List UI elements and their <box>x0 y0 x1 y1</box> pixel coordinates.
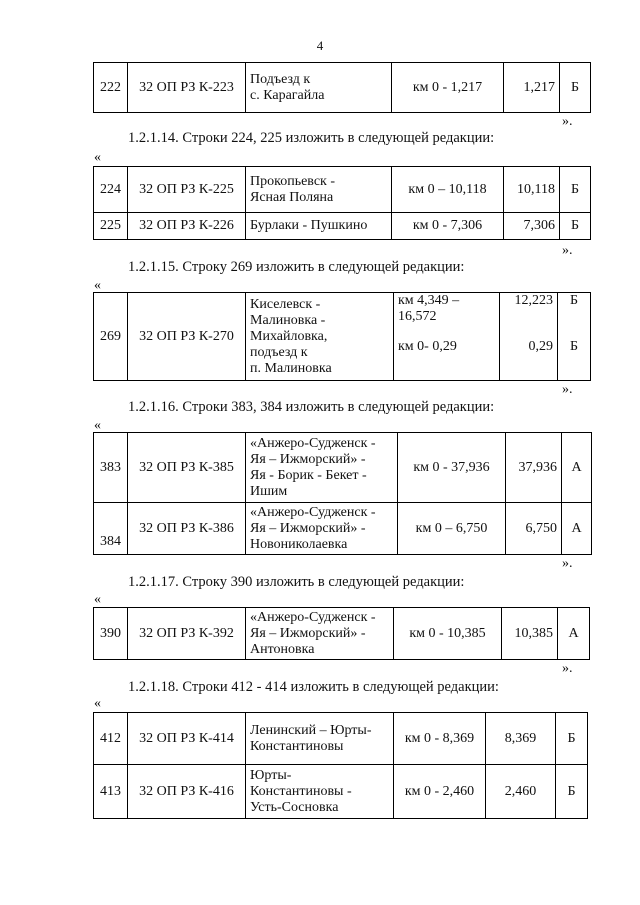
opening-quote: « <box>94 592 101 607</box>
road-name <box>246 713 394 765</box>
road-name-line: «Анжеро-Судженск - <box>250 435 376 451</box>
road-name <box>246 608 394 660</box>
table-rows-412-413 <box>93 712 588 819</box>
road-name-line: «Анжеро-Судженск - <box>250 504 376 520</box>
table-row <box>94 63 591 113</box>
km-range: км 0 - 2,460 <box>394 765 486 819</box>
table-row <box>94 503 592 555</box>
section-heading: 1.2.1.16. Строки 383, 384 изложить в следующей редакции: <box>128 399 495 415</box>
road-name-line: Михайловка, <box>250 328 328 344</box>
road-category: Б <box>560 167 591 213</box>
km-range: км 0 - 8,369 <box>394 713 486 765</box>
road-name-line: «Анжеро-Судженск - <box>250 609 376 625</box>
road-name-line: п. Малиновка <box>250 360 332 376</box>
table-rows-383-384 <box>93 432 592 555</box>
road-code: 32 ОП РЗ К-416 <box>128 765 246 819</box>
closing-quote: ». <box>562 382 573 397</box>
road-length: 10,385 <box>502 608 558 660</box>
road-name-line: Ишим <box>250 483 288 499</box>
road-category: Б <box>556 765 588 819</box>
row-number: 413 <box>94 765 128 819</box>
table-rows-224-225 <box>93 166 591 240</box>
row-number: 383 <box>94 433 128 503</box>
road-name-line: Подъезд к <box>250 71 311 87</box>
row-number: 384 <box>94 503 128 555</box>
road-code: 32 ОП РЗ К-223 <box>128 63 246 113</box>
road-name-line: Усть-Сосновка <box>250 799 339 815</box>
km-range: км 0 – 10,118 <box>392 167 504 213</box>
road-length-line: 12,223 <box>514 293 553 308</box>
road-length: 2,460 <box>486 765 556 819</box>
road-code: 32 ОП РЗ К-270 <box>128 293 246 381</box>
road-name-line: Юрты- <box>250 767 292 783</box>
table-row <box>94 713 588 765</box>
road-category: А <box>558 608 590 660</box>
km-range-line: км 0- 0,29 <box>398 339 457 354</box>
road-name-line: Ясная Поляна <box>250 189 334 205</box>
table-row <box>94 765 588 819</box>
road-name-line: Константиновы - <box>250 783 352 799</box>
road-name-line: Прокопьевск - <box>250 173 335 189</box>
road-code: 32 ОП РЗ К-386 <box>128 503 246 555</box>
road-category: Б <box>560 213 591 240</box>
road-code: 32 ОП РЗ К-226 <box>128 213 246 240</box>
road-category: А <box>562 503 592 555</box>
row-number: 224 <box>94 167 128 213</box>
road-name-line: Яя - Борик - Бекет - <box>250 467 367 483</box>
section-heading: 1.2.1.15. Строку 269 изложить в следующей редакции: <box>128 259 465 275</box>
road-name <box>246 213 392 240</box>
km-range: км 0 - 7,306 <box>392 213 504 240</box>
road-name-line: Константиновы <box>250 738 344 754</box>
table-row-222 <box>93 62 591 113</box>
road-category: Б <box>556 713 588 765</box>
road-name-line: Яя – Ижморский» - <box>250 451 366 467</box>
table-row <box>94 213 591 240</box>
section-heading: 1.2.1.18. Строки 412 - 414 изложить в следующей редакции: <box>128 679 499 695</box>
road-category: Б <box>560 63 591 113</box>
road-category: А <box>562 433 592 503</box>
road-category-line: Б <box>569 339 579 354</box>
road-code: 32 ОП РЗ К-385 <box>128 433 246 503</box>
road-name-line: подъезд к <box>250 344 308 360</box>
road-name-line: Ленинский – Юрты- <box>250 722 372 738</box>
road-name <box>246 293 394 381</box>
road-name-line: Малиновка - <box>250 312 326 328</box>
road-category-line: Б <box>569 293 579 308</box>
km-range: км 0 - 37,936 <box>398 433 506 503</box>
section-heading: 1.2.1.14. Строки 224, 225 изложить в следующей редакции: <box>128 130 495 146</box>
road-name <box>246 167 392 213</box>
opening-quote: « <box>94 278 101 293</box>
opening-quote: « <box>94 418 101 433</box>
table-row <box>94 608 590 660</box>
road-name-line: Яя – Ижморский» - <box>250 625 366 641</box>
road-name-line: Антоновка <box>250 641 315 657</box>
road-name <box>246 765 394 819</box>
road-code: 32 ОП РЗ К-414 <box>128 713 246 765</box>
road-length: 1,217 <box>504 63 560 113</box>
road-length: 8,369 <box>486 713 556 765</box>
section-heading: 1.2.1.17. Строку 390 изложить в следующей редакции: <box>128 574 465 590</box>
closing-quote: ». <box>562 114 573 129</box>
road-name <box>246 503 398 555</box>
road-name <box>246 63 392 113</box>
table-row <box>94 433 592 503</box>
row-number: 412 <box>94 713 128 765</box>
table-row-269 <box>93 292 591 381</box>
row-number: 390 <box>94 608 128 660</box>
opening-quote: « <box>94 696 101 711</box>
row-number: 225 <box>94 213 128 240</box>
closing-quote: ». <box>562 661 573 676</box>
road-name-line: с. Карагайла <box>250 87 325 103</box>
road-name-line: Новониколаевка <box>250 536 348 552</box>
road-code: 32 ОП РЗ К-392 <box>128 608 246 660</box>
road-name-line: Бурлаки - Пушкино <box>250 218 368 233</box>
road-name-line: Киселевск - <box>250 296 321 312</box>
road-length-line: 0,29 <box>528 339 553 354</box>
road-length: 6,750 <box>506 503 562 555</box>
road-length: 7,306 <box>504 213 560 240</box>
km-range: км 0 – 6,750 <box>398 503 506 555</box>
opening-quote: « <box>94 150 101 165</box>
km-range: км 0 - 1,217 <box>392 63 504 113</box>
road-code: 32 ОП РЗ К-225 <box>128 167 246 213</box>
road-name-line: Яя – Ижморский» - <box>250 520 366 536</box>
table-row <box>94 167 591 213</box>
road-category <box>558 293 591 381</box>
row-number: 222 <box>94 63 128 113</box>
road-length: 37,936 <box>506 433 562 503</box>
km-range-line: 16,572 <box>398 309 437 324</box>
table-row-390 <box>93 607 590 660</box>
page-number: 4 <box>316 38 324 53</box>
row-number: 269 <box>94 293 128 381</box>
road-length <box>500 293 558 381</box>
closing-quote: ». <box>562 243 573 258</box>
road-name <box>246 433 398 503</box>
km-range-line: км 4,349 – <box>398 293 460 308</box>
km-range <box>394 293 500 381</box>
closing-quote: ». <box>562 556 573 571</box>
km-range: км 0 - 10,385 <box>394 608 502 660</box>
road-length: 10,118 <box>504 167 560 213</box>
table-row <box>94 293 591 381</box>
